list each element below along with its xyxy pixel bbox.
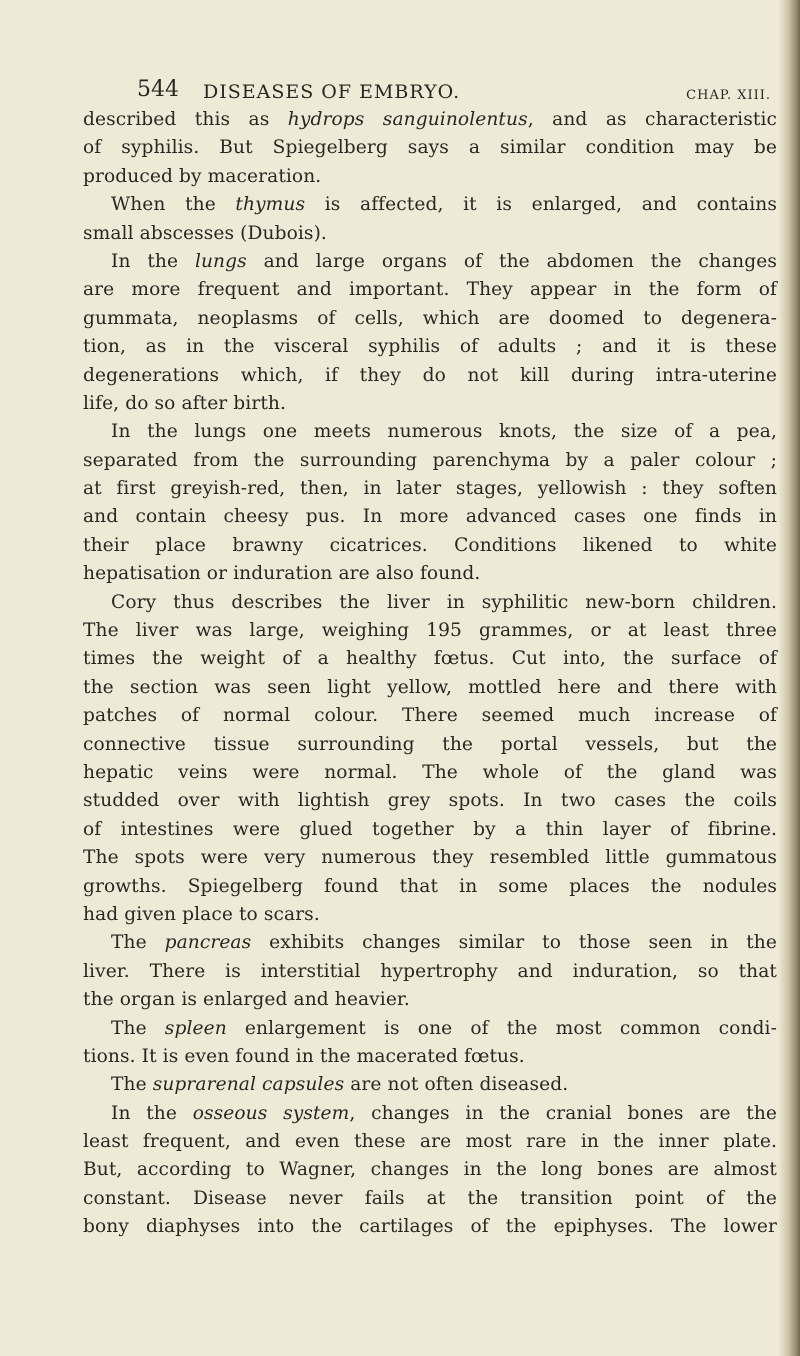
text-run: connective tissue surrounding the portal vessels, but the bbox=[83, 733, 777, 755]
text-run: small abscesses (Dubois). bbox=[83, 222, 327, 244]
text-run: The bbox=[111, 932, 165, 954]
text-run: the organ is enlarged and heavier. bbox=[83, 989, 410, 1011]
text-run: degenerations which, if they do not kill during intra-uterine bbox=[83, 364, 777, 386]
text-run: described this as bbox=[83, 109, 288, 130]
text-line bbox=[83, 220, 777, 248]
italic-term: suprarenal capsules bbox=[152, 1074, 345, 1096]
text-line bbox=[83, 447, 777, 475]
text-run: The bbox=[111, 1074, 153, 1096]
text-line bbox=[83, 1071, 777, 1099]
text-run: enlargement is one of the most common condi- bbox=[226, 1017, 777, 1039]
text-line bbox=[83, 702, 777, 730]
text-line bbox=[83, 191, 777, 219]
text-run: , and as characteristic bbox=[527, 109, 777, 130]
text-run: The liver was large, weighing 195 grammes, or at least three bbox=[83, 620, 777, 642]
text-line bbox=[83, 731, 777, 759]
italic-term: spleen bbox=[164, 1017, 227, 1039]
page-number: 544 bbox=[137, 77, 179, 102]
text-line bbox=[83, 503, 777, 531]
text-run: In the lungs one meets numerous knots, the size of a pea, bbox=[111, 421, 777, 443]
text-run: least frequent, and even these are most rare in the inner plate. bbox=[83, 1131, 777, 1153]
text-run: constant. Disease never fails at the transition point of the bbox=[83, 1187, 777, 1209]
book-page bbox=[83, 72, 777, 1242]
text-run: liver. There is interstitial hypertrophy and induration, so that bbox=[83, 960, 777, 982]
text-line bbox=[83, 986, 777, 1014]
text-line bbox=[83, 759, 777, 787]
text-run: separated from the surrounding parenchyma by a paler colour ; bbox=[83, 449, 777, 471]
text-line bbox=[83, 106, 777, 134]
italic-term: lungs bbox=[194, 250, 247, 272]
text-run: at first greyish-red, then, in later stages, yellowish : they soften bbox=[83, 478, 777, 500]
text-line bbox=[83, 1100, 777, 1128]
text-line bbox=[83, 1043, 777, 1071]
text-line bbox=[83, 305, 777, 333]
text-line bbox=[83, 901, 777, 929]
text-line bbox=[83, 1015, 777, 1043]
text-run: had given place to scars. bbox=[83, 903, 320, 925]
text-line bbox=[83, 1128, 777, 1156]
text-run: The bbox=[111, 1017, 165, 1039]
text-line bbox=[83, 617, 777, 645]
text-line bbox=[83, 1185, 777, 1213]
text-run: their place brawny cicatrices. Conditions likened to white bbox=[83, 534, 777, 556]
text-run: the section was seen light yellow, mottled here and there with bbox=[83, 676, 777, 698]
text-line bbox=[83, 844, 777, 872]
text-run: of syphilis. But Spiegelberg says a similar condition may be bbox=[83, 137, 777, 159]
text-line bbox=[83, 958, 777, 986]
text-run: exhibits changes similar to those seen in the bbox=[251, 932, 777, 954]
text-run: studded over with lightish grey spots. In two cases the coils bbox=[83, 790, 777, 812]
text-line bbox=[83, 475, 777, 503]
text-line bbox=[83, 532, 777, 560]
text-run: tions. It is even found in the macerated fœtus. bbox=[83, 1045, 525, 1067]
chapter-label: CHAP. XIII. bbox=[686, 88, 771, 103]
text-run: and large organs of the abdomen the changes bbox=[246, 250, 777, 272]
text-run: But, according to Wagner, changes in the long bones are almost bbox=[83, 1159, 777, 1181]
text-run: hepatic veins were normal. The whole of the gland was bbox=[83, 761, 777, 783]
text-line bbox=[83, 560, 777, 588]
text-run: hepatisation or induration are also found. bbox=[83, 563, 481, 585]
text-run: In the bbox=[111, 250, 195, 272]
text-line bbox=[83, 816, 777, 844]
text-run: times the weight of a healthy fœtus. Cut into, the surface of bbox=[83, 648, 777, 670]
italic-term: pancreas bbox=[164, 932, 252, 954]
text-line bbox=[83, 873, 777, 901]
running-head bbox=[83, 72, 777, 108]
text-line bbox=[83, 333, 777, 361]
body-text bbox=[83, 106, 777, 1242]
text-line bbox=[83, 418, 777, 446]
text-line bbox=[83, 134, 777, 162]
text-line bbox=[83, 362, 777, 390]
italic-term: thymus bbox=[235, 194, 306, 216]
text-run: Cory thus describes the liver in syphilitic new-born children. bbox=[111, 591, 777, 613]
text-run: , changes in the cranial bones are the bbox=[349, 1102, 777, 1124]
text-run: In the bbox=[111, 1102, 193, 1124]
text-line bbox=[83, 163, 777, 191]
text-line bbox=[83, 276, 777, 304]
text-line bbox=[83, 929, 777, 957]
text-run: produced by maceration. bbox=[83, 165, 322, 187]
text-run: bony diaphyses into the cartilages of the epiphyses. The lower bbox=[83, 1216, 777, 1238]
running-title: DISEASES OF EMBRYO. bbox=[203, 81, 461, 103]
text-run: is affected, it is enlarged, and contains bbox=[305, 194, 777, 216]
text-line bbox=[83, 645, 777, 673]
text-line bbox=[83, 390, 777, 418]
text-run: When the bbox=[111, 194, 236, 216]
text-line bbox=[83, 1156, 777, 1184]
text-run: The spots were very numerous they resembled little gummatous bbox=[83, 847, 777, 869]
text-line bbox=[83, 248, 777, 276]
text-run: patches of normal colour. There seemed much increase of bbox=[83, 705, 777, 727]
text-run: growths. Spiegelberg found that in some places the nodules bbox=[83, 875, 777, 897]
page-edge-shadow bbox=[778, 0, 800, 1356]
text-run: are not often diseased. bbox=[344, 1074, 569, 1096]
text-line bbox=[83, 1213, 777, 1241]
italic-term: osseous system bbox=[192, 1102, 350, 1124]
text-run: gummata, neoplasms of cells, which are doomed to degenera- bbox=[83, 307, 777, 329]
text-line bbox=[83, 674, 777, 702]
text-run: and contain cheesy pus. In more advanced cases one finds in bbox=[83, 506, 777, 528]
text-run: tion, as in the visceral syphilis of adults ; and it is these bbox=[83, 336, 777, 358]
text-run: are more frequent and important. They appear in the form of bbox=[83, 279, 777, 301]
text-line bbox=[83, 589, 777, 617]
text-run: life, do so after birth. bbox=[83, 392, 286, 414]
italic-term: hydrops sanguinolentus bbox=[287, 109, 528, 130]
text-run: of intestines were glued together by a thin layer of fibrine. bbox=[83, 818, 777, 840]
text-line bbox=[83, 787, 777, 815]
